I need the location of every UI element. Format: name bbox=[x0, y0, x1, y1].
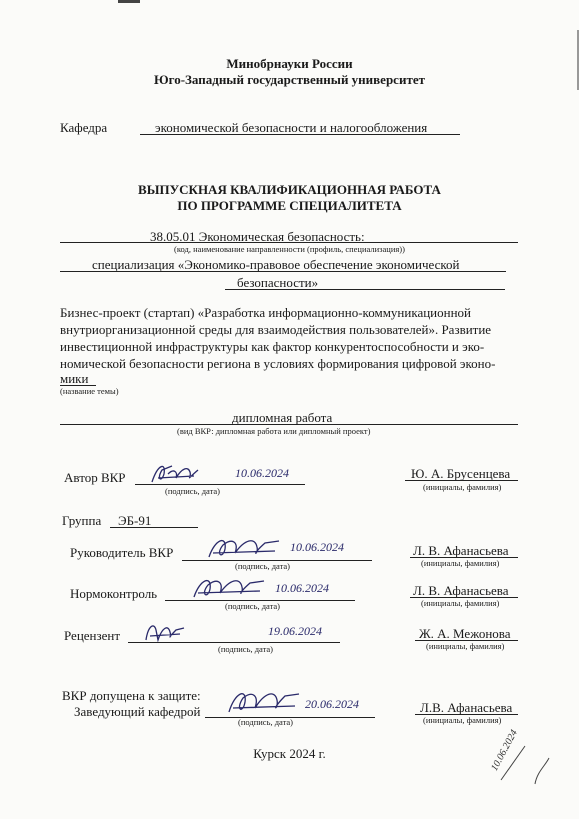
author-name-caption: (инициалы, фамилия) bbox=[423, 482, 502, 492]
admission-sig-caption: (подпись, дата) bbox=[238, 717, 294, 727]
normcontrol-name-caption: (инициалы, фамилия) bbox=[421, 598, 500, 608]
topic-line1: Бизнес-проект (стартап) «Разработка информационно-коммуникационной bbox=[60, 305, 472, 320]
supervisor-name: Л. В. Афанасьева bbox=[413, 543, 509, 558]
admission-label: ВКР допущена к защите: bbox=[62, 688, 201, 703]
reviewer-label: Рецензент bbox=[64, 628, 121, 643]
specialty-caption: (код, наименование направленности (профиль, специализация)) bbox=[174, 244, 405, 254]
topic-line5: мики bbox=[60, 371, 89, 386]
author-name-line bbox=[405, 480, 518, 481]
stamp-marks bbox=[495, 740, 555, 795]
supervisor-name-caption: (инициалы, фамилия) bbox=[421, 558, 500, 568]
group-label: Группа bbox=[62, 513, 102, 528]
department-label: Кафедра bbox=[60, 120, 108, 135]
normcontrol-sig-caption: (подпись, дата) bbox=[225, 601, 281, 611]
author-label: Автор ВКР bbox=[64, 470, 126, 485]
supervisor-sig-caption: (подпись, дата) bbox=[235, 561, 291, 571]
author-name: Ю. А. Брусенцева bbox=[411, 466, 511, 481]
reviewer-signature bbox=[140, 618, 190, 653]
work-type-caption: (вид ВКР: дипломная работа или дипломный проект) bbox=[177, 426, 371, 436]
work-title-line1: ВЫПУСКНАЯ КВАЛИФИКАЦИОННАЯ РАБОТА bbox=[138, 182, 441, 197]
reviewer-name-caption: (инициалы, фамилия) bbox=[426, 641, 505, 651]
author-date: 10.06.2024 bbox=[235, 466, 289, 480]
work-title-line2: ПО ПРОГРАММЕ СПЕЦИАЛИТЕТА bbox=[177, 198, 402, 213]
specialization-underline1 bbox=[60, 271, 506, 272]
group-value: ЭБ-91 bbox=[118, 513, 152, 528]
normcontrol-name: Л. В. Афанасьева bbox=[413, 583, 509, 598]
specialty-code-name: 38.05.01 Экономическая безопасность: bbox=[150, 229, 365, 244]
ministry-heading: Минобрнауки России bbox=[226, 56, 353, 71]
specialization-line2: безопасности» bbox=[237, 275, 319, 290]
department-underline bbox=[140, 134, 460, 135]
work-type-value: дипломная работа bbox=[232, 410, 333, 425]
supervisor-label: Руководитель ВКР bbox=[70, 545, 174, 560]
admission-date: 20.06.2024 bbox=[305, 697, 359, 711]
reviewer-date: 19.06.2024 bbox=[268, 624, 322, 638]
head-of-department-label: Заведующий кафедрой bbox=[74, 704, 201, 719]
reviewer-name: Ж. А. Межонова bbox=[419, 626, 511, 641]
topic-caption: (название темы) bbox=[60, 386, 119, 396]
specialization-line1: специализация «Экономико-правовое обеспечение экономической bbox=[92, 257, 460, 272]
topic-line3: инвестиционной инфраструктуры как фактор конкурентоспособности и эко- bbox=[60, 339, 485, 354]
head-name: Л.В. Афанасьева bbox=[420, 700, 513, 715]
department-value: экономической безопасности и налогообложения bbox=[155, 120, 428, 135]
university-heading: Юго-Западный государственный университет bbox=[154, 72, 425, 87]
group-underline bbox=[110, 527, 198, 528]
city-year: Курск 2024 г. bbox=[253, 746, 326, 761]
topic-line4: номической безопасности региона в условиях формирования цифровой эконо- bbox=[60, 356, 496, 371]
head-name-caption: (инициалы, фамилия) bbox=[423, 715, 502, 725]
normcontrol-date: 10.06.2024 bbox=[275, 581, 329, 595]
author-sig-caption: (подпись, дата) bbox=[165, 486, 221, 496]
specialization-underline2 bbox=[225, 289, 505, 290]
reviewer-sig-caption: (подпись, дата) bbox=[218, 644, 274, 654]
normcontrol-label: Нормоконтроль bbox=[70, 586, 158, 601]
scan-edge-mark bbox=[118, 0, 140, 3]
handwritten-date-stamp: 10.06.2024 bbox=[489, 728, 520, 773]
topic-line2: внутриорганизационной среды для взаимодействия пользователей». Развитие bbox=[60, 322, 492, 337]
supervisor-date: 10.06.2024 bbox=[290, 540, 344, 554]
